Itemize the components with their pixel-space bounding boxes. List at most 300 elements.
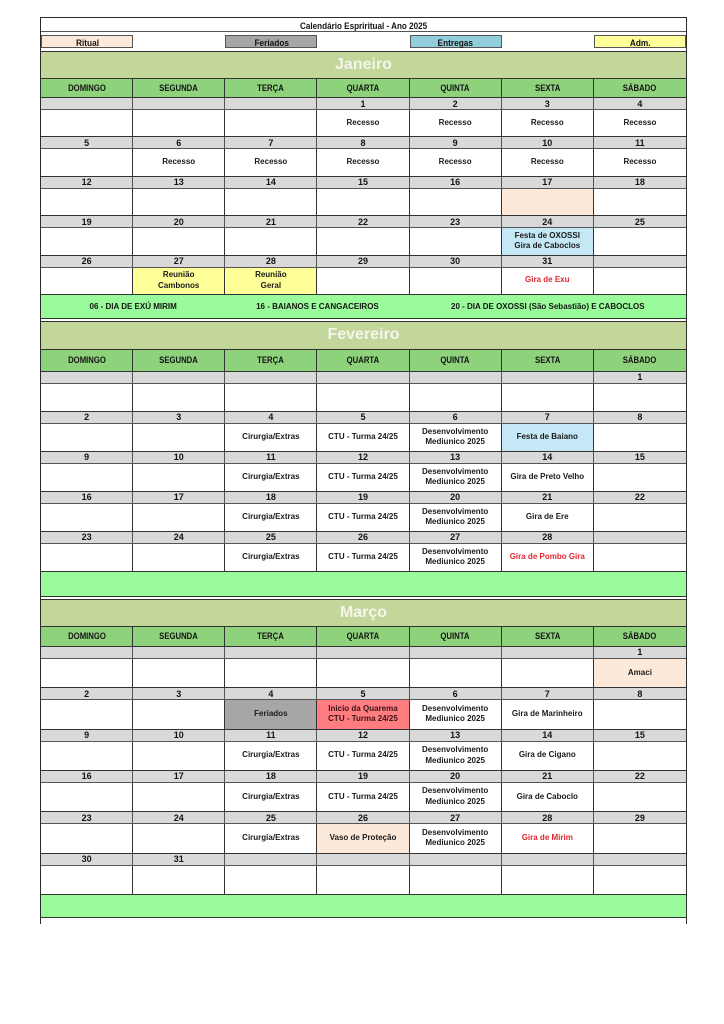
day-event-cell (133, 824, 225, 852)
day-number-cell (410, 854, 502, 865)
day-number-cell (502, 412, 594, 423)
day-number-cell (41, 412, 133, 423)
day-number-cell (41, 688, 133, 699)
day-number-row (41, 492, 686, 504)
day-number: 30 (450, 256, 461, 267)
day-event-cell (41, 110, 133, 136)
day-number: 1 (637, 647, 643, 658)
day-number-cell (410, 177, 502, 188)
day-event-row (41, 742, 686, 771)
day-event-cell (41, 504, 133, 531)
day-event-cell (502, 464, 594, 491)
day-number: 4 (637, 98, 643, 109)
day-event-row (41, 189, 686, 216)
day-number: 5 (360, 412, 366, 423)
day-number-row (41, 730, 686, 742)
day-event-cell (41, 149, 133, 175)
day-event-row (41, 464, 686, 492)
weekday-label: SEGUNDA (159, 355, 199, 366)
day-number-cell (41, 730, 133, 741)
day-event-cell (502, 110, 594, 136)
day-number-cell (317, 492, 409, 503)
sheet-title-row (41, 18, 686, 32)
weekday-label: SEXTA (534, 631, 560, 642)
day-event-cell (410, 700, 502, 728)
day-event-cell (133, 268, 225, 294)
day-event-text: Cirurgia/Extras (242, 750, 300, 760)
day-number: 26 (81, 256, 92, 267)
day-event-row (41, 544, 686, 572)
day-event-text: Reunião Geral (255, 269, 287, 290)
day-number-cell (317, 98, 409, 109)
month-notes-row (41, 895, 686, 918)
day-number-cell (41, 771, 133, 782)
day-event-cell (410, 504, 502, 531)
day-event-cell (317, 149, 409, 175)
weekday-header-cell (41, 79, 133, 97)
day-event-cell (225, 700, 317, 728)
day-number: 31 (173, 854, 184, 865)
day-number-row (41, 137, 686, 149)
day-number-cell (594, 216, 686, 227)
day-event-cell (317, 110, 409, 136)
day-event-text: Desenvolvimento Mediunico 2025 (422, 466, 489, 487)
day-number: 17 (542, 177, 553, 188)
day-number-cell (502, 771, 594, 782)
day-event-cell (594, 700, 686, 728)
day-event-row (41, 268, 686, 295)
day-event-text: Cirurgia/Extras (242, 552, 300, 562)
day-number-cell (133, 730, 225, 741)
day-number: 21 (542, 492, 553, 503)
day-event-cell (133, 424, 225, 451)
day-event-text: Recesso (623, 157, 657, 167)
day-event-cell (594, 464, 686, 491)
day-event-cell (502, 228, 594, 254)
day-number-cell (225, 98, 317, 109)
day-event-cell (502, 424, 594, 451)
day-number-cell (410, 730, 502, 741)
day-event-cell (502, 783, 594, 811)
day-number-cell (502, 137, 594, 148)
day-event-cell (41, 866, 133, 894)
day-number: 11 (635, 137, 645, 148)
month-header (41, 599, 686, 627)
day-number-cell (133, 812, 225, 823)
day-number: 1 (637, 372, 643, 383)
day-number: 10 (542, 137, 553, 148)
weekday-header-cell (502, 627, 594, 646)
day-number: 3 (176, 688, 182, 699)
day-event-cell (225, 544, 317, 571)
calendar-sheet (40, 17, 687, 924)
day-number-cell (41, 492, 133, 503)
day-number-cell (410, 372, 502, 383)
weekday-header-row (41, 79, 686, 98)
day-number-cell (410, 812, 502, 823)
day-event-text: Recesso (530, 117, 564, 127)
day-number-cell (502, 256, 594, 267)
day-number-cell (225, 812, 317, 823)
day-event-cell (502, 384, 594, 411)
day-event-cell (225, 824, 317, 852)
day-number-cell (41, 256, 133, 267)
day-event-cell (594, 504, 686, 531)
day-number: 18 (265, 771, 276, 782)
day-event-cell (225, 228, 317, 254)
weekday-header-cell (317, 350, 409, 371)
day-number-cell (594, 492, 686, 503)
day-number: 27 (173, 256, 184, 267)
legend-label: Feriados (254, 38, 289, 48)
day-event-cell (594, 544, 686, 571)
day-number-cell (317, 688, 409, 699)
day-number-cell (410, 137, 502, 148)
day-number: 2 (452, 98, 458, 109)
day-number-cell (410, 452, 502, 463)
day-event-cell (133, 700, 225, 728)
day-number-row (41, 647, 686, 659)
month-note: 20 - DIA DE OXOSSI (São Sebastião) E CABOCLOS (451, 301, 645, 311)
day-event-cell (133, 149, 225, 175)
day-number: 2 (84, 412, 90, 423)
day-number-cell (317, 372, 409, 383)
day-event-cell (225, 783, 317, 811)
day-event-cell (225, 464, 317, 491)
day-number: 15 (634, 452, 645, 463)
day-number: 31 (542, 256, 553, 267)
day-number: 25 (265, 812, 276, 823)
day-event-text: Feriados (254, 709, 288, 719)
day-event-text: Gira de Cigano (518, 750, 576, 760)
weekday-label: DOMINGO (67, 355, 106, 366)
weekday-header-cell (410, 79, 502, 97)
legend-row (41, 32, 686, 51)
day-number-cell (594, 137, 686, 148)
day-event-text: Festa de Baiano (516, 432, 578, 442)
day-event-text: Festa de OXOSSI Gira de Caboclos (514, 230, 581, 251)
day-number: 25 (265, 532, 276, 543)
day-event-text: Recesso (346, 117, 380, 127)
weekday-header-cell (410, 350, 502, 371)
day-event-cell (317, 659, 409, 687)
day-event-cell (41, 464, 133, 491)
day-number-cell (502, 452, 594, 463)
weekday-header-cell (41, 627, 133, 646)
month-title: Fevereiro (327, 326, 400, 344)
day-number-cell (225, 412, 317, 423)
day-event-text: Recesso (162, 157, 196, 167)
day-number: 11 (266, 452, 276, 463)
day-number: 24 (542, 216, 553, 227)
day-event-text: Desenvolvimento Mediunico 2025 (422, 827, 489, 848)
day-number: 15 (357, 177, 368, 188)
day-number-row (41, 256, 686, 268)
day-event-cell (133, 866, 225, 894)
day-number-row (41, 452, 686, 464)
weekday-header-cell (594, 79, 686, 97)
day-number: 24 (173, 532, 184, 543)
day-event-row (41, 110, 686, 137)
day-event-cell (410, 824, 502, 852)
day-number-cell (133, 256, 225, 267)
day-number-row (41, 812, 686, 824)
day-number-cell (317, 452, 409, 463)
day-event-text: Inicio da Quarema CTU - Turma 24/25 (328, 703, 398, 724)
day-event-cell (225, 384, 317, 411)
day-number: 28 (265, 256, 276, 267)
legend-label: Entregas (437, 38, 474, 48)
day-event-cell (225, 189, 317, 215)
day-event-cell (594, 110, 686, 136)
day-event-text: CTU - Turma 24/25 (328, 432, 398, 442)
day-number-cell (133, 98, 225, 109)
day-event-row (41, 866, 686, 895)
day-event-cell (317, 544, 409, 571)
weekday-header-cell (133, 627, 225, 646)
day-number: 4 (268, 412, 274, 423)
day-number-cell (502, 98, 594, 109)
day-number-cell (594, 854, 686, 865)
day-number-cell (133, 854, 225, 865)
day-event-text: CTU - Turma 24/25 (328, 472, 398, 482)
weekday-header-row (41, 627, 686, 647)
day-number-cell (41, 372, 133, 383)
day-event-cell (133, 384, 225, 411)
weekday-label: SEXTA (534, 355, 560, 366)
day-number: 5 (360, 688, 366, 699)
day-event-row (41, 384, 686, 412)
day-event-cell (410, 742, 502, 770)
day-event-text: Gira de Ere (525, 512, 569, 522)
month-block (41, 51, 686, 319)
day-number: 9 (84, 730, 90, 741)
day-event-cell (133, 464, 225, 491)
day-event-text: Reunião Cambonos (158, 269, 200, 290)
day-number: 17 (173, 771, 184, 782)
day-number-cell (410, 688, 502, 699)
day-event-cell (594, 742, 686, 770)
day-number: 13 (450, 452, 461, 463)
day-number-row (41, 532, 686, 544)
day-number: 27 (450, 812, 461, 823)
day-event-text: Gira de Exu (525, 275, 570, 285)
weekday-label: QUINTA (440, 83, 470, 93)
day-number: 23 (81, 532, 92, 543)
day-number-cell (317, 771, 409, 782)
weekday-header-cell (594, 350, 686, 371)
weekday-header-cell (41, 350, 133, 371)
day-number-cell (594, 688, 686, 699)
day-number-cell (225, 177, 317, 188)
day-number: 8 (360, 137, 366, 148)
day-number: 18 (265, 492, 276, 503)
day-event-cell (317, 384, 409, 411)
day-number: 10 (173, 452, 184, 463)
day-number-row (41, 688, 686, 700)
day-event-cell (225, 742, 317, 770)
legend-label: Ritual (75, 38, 99, 48)
day-number: 22 (357, 216, 368, 227)
day-number-cell (225, 452, 317, 463)
day-event-text: Desenvolvimento Mediunico 2025 (422, 744, 489, 765)
day-number-cell (502, 854, 594, 865)
day-number: 20 (450, 492, 461, 503)
day-number-cell (133, 412, 225, 423)
day-number-cell (317, 647, 409, 658)
day-event-row (41, 700, 686, 729)
day-event-cell (594, 824, 686, 852)
day-number: 20 (173, 216, 184, 227)
day-event-text: Recesso (438, 157, 472, 167)
day-number-cell (502, 216, 594, 227)
day-event-cell (410, 110, 502, 136)
day-number-cell (225, 688, 317, 699)
weekday-label: TERÇA (257, 631, 285, 642)
day-event-cell (317, 504, 409, 531)
day-event-cell (133, 659, 225, 687)
day-event-text: CTU - Turma 24/25 (328, 750, 398, 760)
day-event-cell (502, 866, 594, 894)
day-number-cell (594, 771, 686, 782)
day-number-cell (594, 412, 686, 423)
day-number: 26 (357, 812, 368, 823)
day-number: 15 (634, 730, 645, 741)
day-event-cell (594, 384, 686, 411)
day-number-cell (41, 137, 133, 148)
day-number: 19 (357, 492, 368, 503)
day-number-cell (410, 647, 502, 658)
day-number-cell (594, 452, 686, 463)
day-number-cell (410, 492, 502, 503)
day-number-cell (225, 137, 317, 148)
day-number: 13 (173, 177, 184, 188)
day-event-cell (133, 110, 225, 136)
day-number-cell (410, 532, 502, 543)
day-number-cell (133, 372, 225, 383)
day-number-cell (317, 256, 409, 267)
day-number-cell (41, 177, 133, 188)
day-event-text: Recesso (530, 157, 564, 167)
day-event-cell (410, 268, 502, 294)
weekday-label: SEGUNDA (159, 83, 199, 93)
day-event-text: Desenvolvimento Mediunico 2025 (422, 426, 489, 447)
day-number: 3 (544, 98, 550, 109)
day-number-cell (410, 216, 502, 227)
day-number-cell (502, 812, 594, 823)
day-number-cell (41, 216, 133, 227)
day-number: 6 (452, 688, 458, 699)
day-number: 18 (634, 177, 645, 188)
day-number: 16 (450, 177, 461, 188)
weekday-label: SÁBADO (623, 355, 657, 366)
day-event-cell (317, 189, 409, 215)
day-number-row (41, 412, 686, 424)
day-number: 8 (637, 688, 643, 699)
day-event-cell (594, 268, 686, 294)
day-number-cell (133, 216, 225, 227)
day-number: 6 (452, 412, 458, 423)
day-number-cell (594, 372, 686, 383)
day-number-cell (594, 730, 686, 741)
day-event-text: Desenvolvimento Mediunico 2025 (422, 546, 489, 567)
day-number: 5 (84, 137, 90, 148)
day-number-cell (41, 98, 133, 109)
day-event-cell (317, 700, 409, 728)
day-number: 21 (265, 216, 276, 227)
day-event-cell (594, 189, 686, 215)
day-event-cell (41, 424, 133, 451)
sheet-title: Calendário Espriritual - Ano 2025 (299, 21, 428, 31)
day-number: 27 (450, 532, 461, 543)
day-number-cell (410, 256, 502, 267)
day-event-row (41, 228, 686, 255)
day-number-row (41, 854, 686, 866)
day-number: 21 (542, 771, 553, 782)
day-number-cell (317, 412, 409, 423)
day-event-cell (133, 544, 225, 571)
day-number: 4 (268, 688, 274, 699)
month-title: Março (339, 603, 388, 621)
day-event-cell (317, 424, 409, 451)
legend-adm (594, 35, 686, 48)
month-header (41, 321, 686, 350)
day-event-cell (225, 149, 317, 175)
day-number-cell (225, 771, 317, 782)
day-number-row (41, 216, 686, 228)
day-number: 25 (634, 216, 645, 227)
day-event-text: CTU - Turma 24/25 (328, 791, 398, 801)
month-notes-row (41, 295, 686, 319)
day-number: 12 (81, 177, 92, 188)
day-number-cell (41, 647, 133, 658)
day-event-cell (133, 742, 225, 770)
day-number-cell (317, 216, 409, 227)
day-number-cell (502, 730, 594, 741)
weekday-header-row (41, 350, 686, 372)
day-event-cell (594, 424, 686, 451)
weekday-header-cell (317, 79, 409, 97)
weekday-header-cell (502, 350, 594, 371)
weekday-label: QUARTA (346, 355, 380, 366)
day-event-text: Cirurgia/Extras (242, 833, 300, 843)
day-number-cell (133, 492, 225, 503)
day-number-row (41, 771, 686, 783)
weekday-header-cell (225, 79, 317, 97)
month-block (41, 319, 686, 597)
weekday-label: QUINTA (440, 631, 470, 642)
day-number: 14 (542, 730, 553, 741)
day-number-cell (225, 854, 317, 865)
day-number: 22 (634, 771, 645, 782)
legend-feriados (225, 35, 317, 48)
day-number-cell (133, 771, 225, 782)
day-number: 11 (266, 730, 276, 741)
day-event-cell (225, 110, 317, 136)
day-event-cell (594, 149, 686, 175)
day-event-text: Gira de Caboclo (516, 791, 578, 801)
month-header (41, 51, 686, 79)
day-number-cell (133, 137, 225, 148)
day-event-cell (41, 544, 133, 571)
day-number-cell (41, 452, 133, 463)
day-number: 29 (357, 256, 368, 267)
day-event-cell (502, 700, 594, 728)
month-title: Janeiro (335, 56, 392, 73)
day-number-cell (317, 730, 409, 741)
day-number-cell (41, 854, 133, 865)
day-event-text: Recesso (254, 157, 288, 167)
